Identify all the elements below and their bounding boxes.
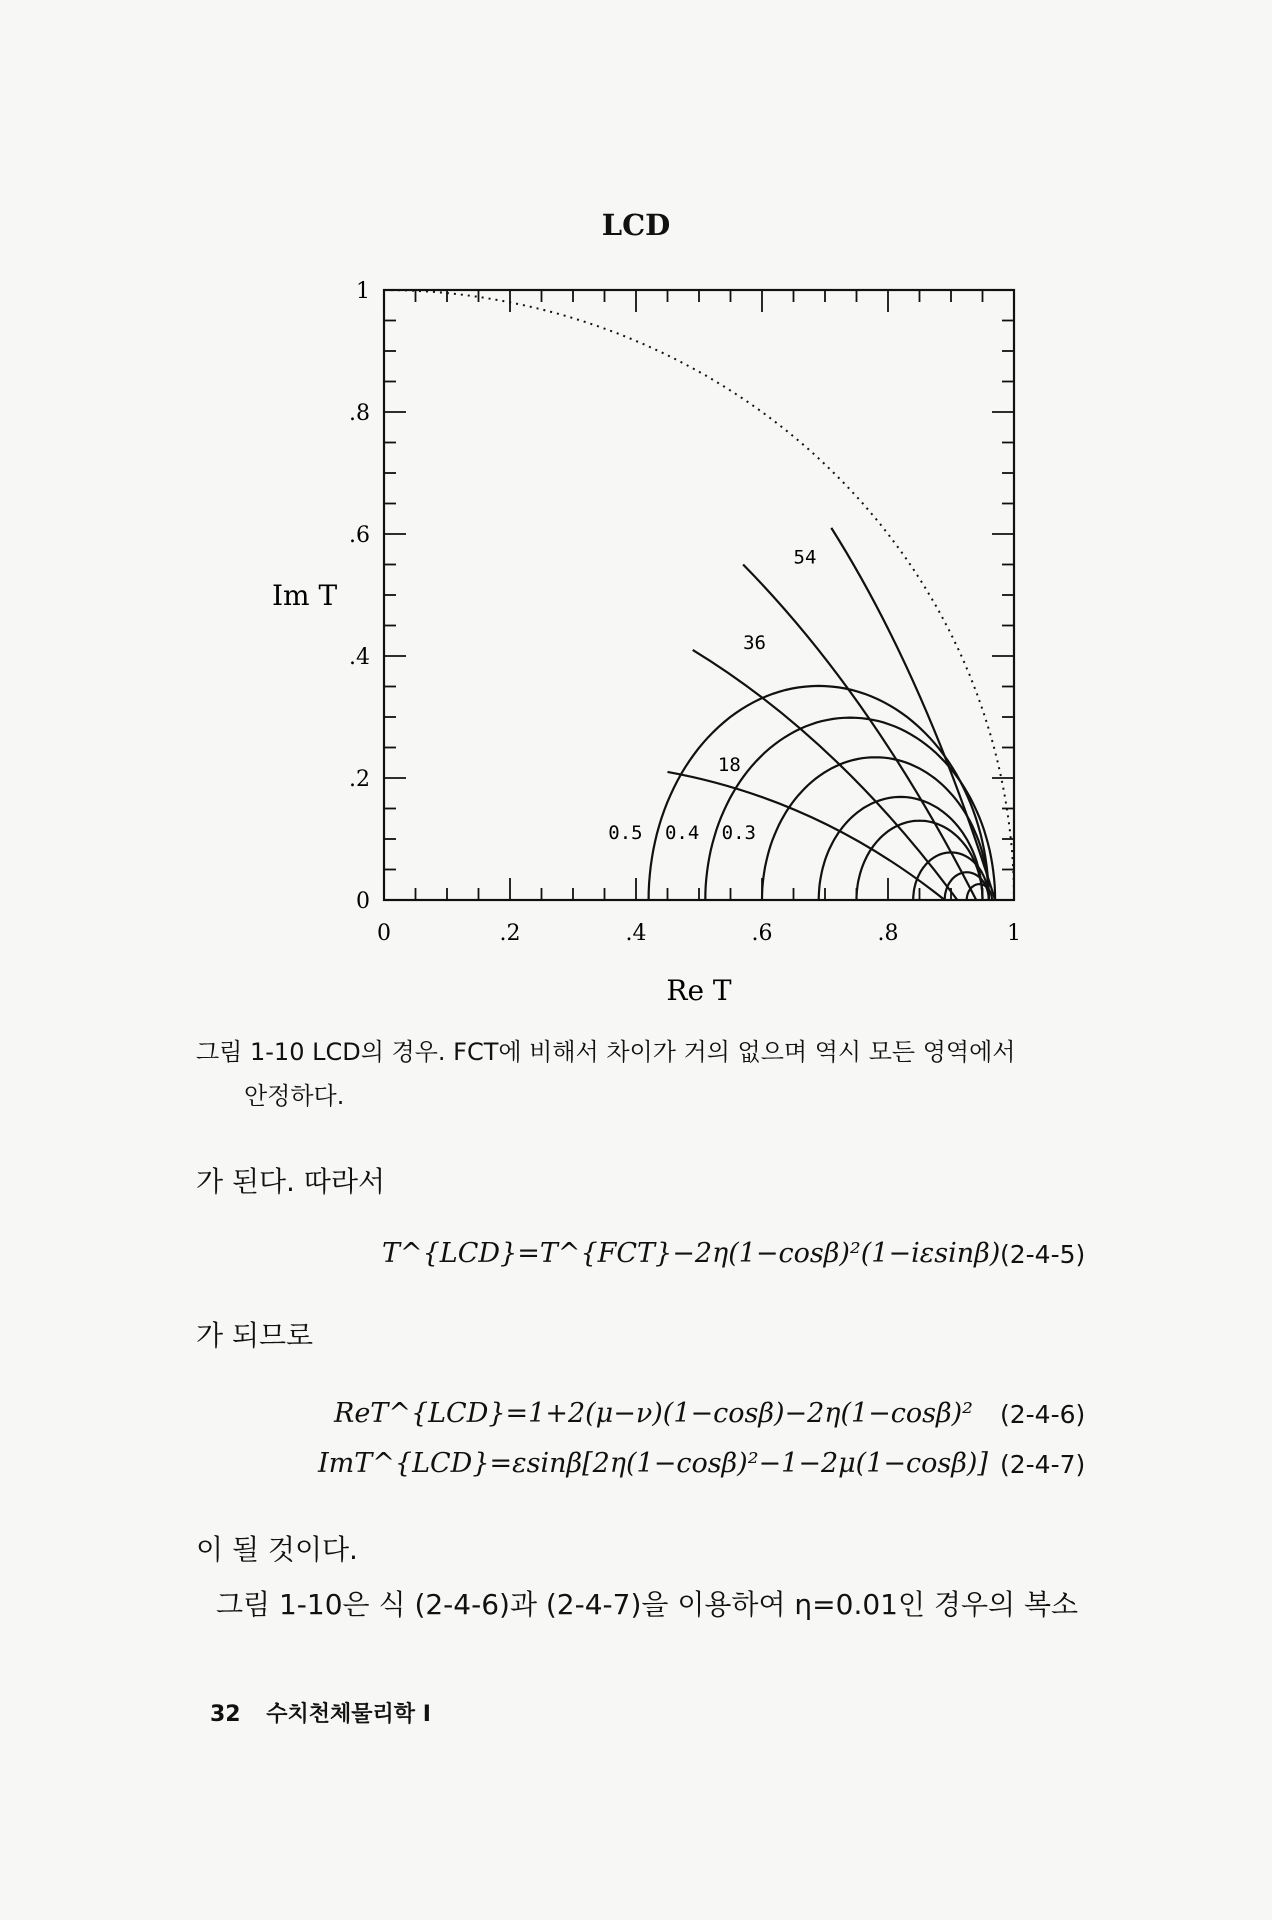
page-footer xyxy=(210,1697,449,1728)
x-tick-label: 1 xyxy=(1007,921,1021,946)
courant-curve-label: 0.4 xyxy=(664,822,700,844)
courant-curve-label: 0.5 xyxy=(608,822,643,844)
unit-circle-dotted xyxy=(384,290,1014,900)
angle-curve xyxy=(743,565,976,901)
caption-line-2: 안정하다. xyxy=(244,1082,345,1110)
x-tick-label: .2 xyxy=(499,921,521,946)
plot-frame xyxy=(384,290,1014,900)
x-tick-label: .8 xyxy=(877,921,899,946)
book-title: 수치천체물리학 I xyxy=(266,1702,431,1727)
caption-line-1: 그림 1-10 LCD의 경우. FCT에 비해서 차이가 거의 없으며 역시 모든 영역에서 xyxy=(196,1038,1016,1066)
angle-curve xyxy=(668,772,945,900)
equation-number-2-4-5: (2-4-5) xyxy=(1000,1240,1086,1269)
equation-number-2-4-6: (2-4-6) xyxy=(1000,1400,1086,1429)
y-tick-label: .2 xyxy=(349,767,370,792)
angle-curve-label: 18 xyxy=(717,753,741,776)
equation-2-4-6: ReT^{LCD}=1+2(μ−ν)(1−cosβ)−2η(1−cosβ)² xyxy=(334,1398,974,1429)
equation-2-4-7: ImT^{LCD}=εsinβ[2η(1−cosβ)²−1−2μ(1−cosβ)] xyxy=(318,1448,988,1479)
y-axis-label: Im T xyxy=(272,579,338,612)
x-tick-label: .4 xyxy=(625,921,647,946)
courant-curve xyxy=(649,686,989,900)
courant-curve xyxy=(705,718,995,900)
angle-curve-label: 36 xyxy=(743,631,766,654)
y-tick-label: .8 xyxy=(349,401,370,426)
equation-number-2-4-7: (2-4-7) xyxy=(1000,1450,1086,1479)
courant-curve xyxy=(762,757,989,900)
x-tick-label: .6 xyxy=(751,921,773,946)
chart-title: LCD xyxy=(601,208,671,242)
angle-curve-label: 54 xyxy=(793,546,817,569)
courant-curve xyxy=(819,797,983,900)
paragraph-4: 그림 1-10은 식 (2-4-6)과 (2-4-7)을 이용하여 η=0.01인 경우의 복소 xyxy=(216,1588,1079,1621)
equation-2-4-5: T^{LCD}=T^{FCT}−2η(1−cosβ)²(1−iεsinβ) xyxy=(382,1238,1001,1269)
courant-curve-label: 0.3 xyxy=(721,822,756,844)
paragraph-2: 가 되므로 xyxy=(196,1319,314,1352)
y-tick-label: .6 xyxy=(349,523,370,548)
figure-caption xyxy=(196,1030,1156,1118)
y-tick-label: 0 xyxy=(356,889,370,914)
page-number: 32 xyxy=(210,1702,241,1727)
x-tick-label: 0 xyxy=(377,921,391,946)
y-tick-label: 1 xyxy=(356,279,370,304)
x-axis-label: Re T xyxy=(666,974,732,1007)
paragraph-3: 이 될 것이다. xyxy=(196,1533,358,1566)
paragraph-1: 가 된다. 따라서 xyxy=(196,1165,385,1198)
y-tick-label: .4 xyxy=(349,645,370,670)
